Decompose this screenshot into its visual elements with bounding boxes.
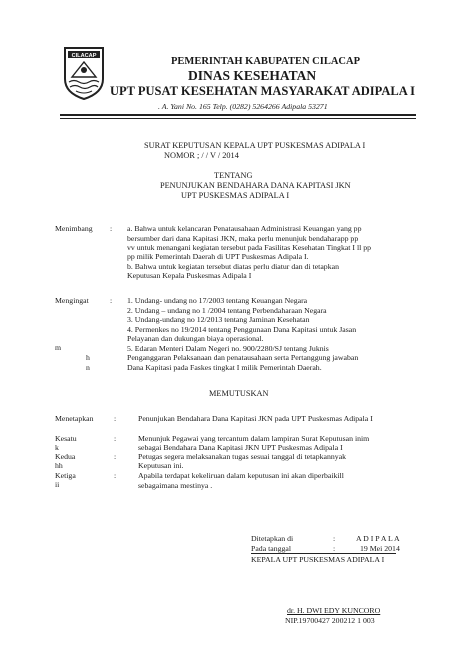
mengingat-line: Pelayanan dan dukungan biaya operasional.: [127, 334, 264, 343]
margin-mark: m: [55, 343, 62, 352]
signature-place-value: A D I P A L A: [356, 534, 400, 543]
menimbang-line: Keputusan Kepala Puskesmas Adipala I: [127, 271, 252, 280]
kesatu-colon: :: [114, 434, 117, 443]
menimbang-line: bersumber dari dana Kapitasi JKN, maka perlu menunjuk bendaharapp pp: [127, 234, 359, 243]
mengingat-line: 5. Edaran Menteri Dalam Negeri no. 900/2280/SJ tentang Juknis: [127, 344, 329, 353]
menimbang-label: Menimbang: [55, 224, 93, 233]
ketiga-label: Ketiga: [55, 471, 76, 480]
signature-date-underline: [251, 553, 396, 554]
letterhead-department: DINAS KESEHATAN: [188, 68, 317, 83]
decree-subject-line-2: UPT PUSKESMAS ADIPALA I: [181, 191, 290, 200]
kedua-mark: hh: [55, 461, 63, 470]
menimbang-line: b. Bahwa untuk kegiatan tersebut diatas perlu diatur dan di tetapkan: [127, 262, 339, 271]
kedua-label: Kedua: [55, 452, 76, 461]
mengingat-label: Mengingat: [55, 296, 89, 305]
menimbang-colon: :: [110, 224, 113, 233]
signature-place-colon: :: [333, 534, 336, 543]
ketiga-colon: :: [114, 471, 117, 480]
decree-subject-line-1: PENUNJUKAN BENDAHARA DANA KAPITASI JKN: [160, 181, 351, 190]
signature-date-value: 19 Mei 2014: [360, 544, 400, 553]
menimbang-line: a. Bahwa untuk kelancaran Penatausahaan Administrasi Keuangan yang pp: [127, 224, 362, 233]
letterhead-address: . A. Yani No. 165 Telp. (0282) 5264266 Adipala 53271: [158, 102, 328, 111]
logo-text: CILACAP: [71, 52, 97, 59]
signature-date-colon: :: [333, 544, 336, 553]
menetapkan-text: Penunjukan Bendahara Dana Kapitasi JKN pada UPT Puskesmas Adipala I: [138, 414, 373, 423]
decree-number: NOMOR ; / / V / 2014: [164, 151, 239, 160]
letterhead-rule-thin: [60, 118, 416, 119]
mengingat-line: 3. Undang-undang no 12/2013 tentang Jaminan Kesehatan: [127, 315, 310, 324]
signature-position: KEPALA UPT PUSKESMAS ADIPALA I: [251, 555, 385, 564]
kesatu-line: sebagai Bendahara Dana Kapitasi JKN UPT Puskesmas Adipala I: [138, 443, 343, 452]
kesatu-label: Kesatu: [55, 434, 77, 443]
signature-date-label: Pada tanggal: [251, 544, 292, 553]
menimbang-line: vv untuk menangani kegiatan tersebut pada Fasilitas Kesehatan Tingkat I ll pp: [127, 243, 372, 252]
mengingat-line: 1. Undang- undang no 17/2003 tentang Keuangan Negara: [127, 296, 308, 305]
menimbang-line: pp milik Pemerintah Daerah di UPT Puskesmas Adipala I.: [127, 252, 309, 261]
kesatu-line: Menunjuk Pegawai yang tercantum dalam lampiran Surat Keputusan inim: [138, 434, 370, 443]
kedua-line: Keputusan ini.: [138, 461, 184, 470]
cilacap-regency-seal-icon: [62, 45, 106, 101]
memutuskan-heading: MEMUTUSKAN: [209, 389, 269, 398]
mengingat-line: Penganggaran Pelaksanaan dan penatausahaan serta Pertanggung jawaban: [127, 353, 359, 362]
kedua-colon: :: [114, 452, 117, 461]
ketiga-line: Apabila terdapat kekeliruan dalam keputusan ini akan diperbaikill: [138, 471, 344, 480]
margin-mark: n: [86, 363, 90, 372]
signature-nip: NIP.19700427 200212 1 003: [285, 616, 375, 625]
signature-name: dr. H. DWI EDY KUNCORO: [287, 606, 381, 615]
letterhead-rule-thick: [60, 114, 416, 116]
mengingat-line: 2. Undang – undang no 1 /2004 tentang Perbendaharaan Negara: [127, 306, 327, 315]
mengingat-colon: :: [110, 296, 113, 305]
decree-title: SURAT KEPUTUSAN KEPALA UPT PUSKESMAS ADIPALA I: [144, 141, 366, 150]
menetapkan-label: Menetapkan: [55, 414, 94, 423]
ketiga-line: sebagaimana mestinya .: [138, 481, 213, 490]
mengingat-line: Dana Kapitasi pada Faskes tingkat I milik Pemerintah Daerah.: [127, 363, 322, 372]
ketiga-mark: ii: [55, 480, 60, 489]
margin-mark: h: [86, 353, 90, 362]
kesatu-mark: k: [55, 443, 59, 452]
decree-about: TENTANG: [214, 171, 253, 180]
letterhead-government: PEMERINTAH KABUPATEN CILACAP: [171, 56, 361, 67]
signature-place-label: Ditetapkan di: [251, 534, 294, 543]
menetapkan-colon: :: [114, 414, 117, 423]
mengingat-line: 4. Permenkes no 19/2014 tentang Penggunaan Dana Kapitasi untuk Jasan: [127, 325, 357, 334]
kedua-line: Petugas segera melaksanakan tugas sesuai tanggal di tetapkannyak: [138, 452, 347, 461]
letterhead-unit: UPT PUSAT KESEHATAN MASYARAKAT ADIPALA I: [110, 84, 416, 98]
